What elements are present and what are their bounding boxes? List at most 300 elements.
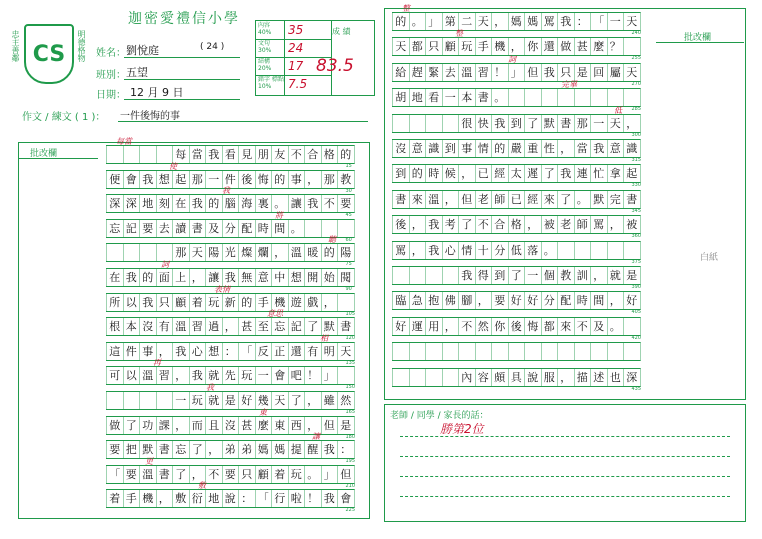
- grid-row-number: 165: [345, 409, 356, 415]
- grid-row-number: 240: [631, 30, 642, 36]
- grid-cell: 了: [189, 441, 206, 458]
- grid-cell: 書: [156, 466, 173, 483]
- feedback-line: [400, 436, 730, 437]
- grid-cell: 的: [139, 269, 156, 286]
- grid-cell: ！: [304, 367, 321, 384]
- grid-cell: 好: [524, 292, 541, 309]
- grid-cell: 就: [607, 267, 624, 284]
- grid-cell: ，: [205, 441, 222, 458]
- grid-cell: 東: [271, 417, 288, 434]
- grid-row: [392, 342, 641, 361]
- grid-cell: 來: [409, 191, 426, 208]
- grid-cell: [442, 115, 459, 132]
- grid-cell: 間: [590, 292, 607, 309]
- grid-cell: 陽: [205, 244, 222, 261]
- grid-cell: 」: [321, 466, 338, 483]
- grid-cell: 玩: [205, 294, 222, 311]
- grid-cell: 着: [271, 466, 288, 483]
- grid-row: [106, 391, 355, 410]
- grid-cell: 一: [255, 367, 272, 384]
- grid-cell: 而: [189, 417, 206, 434]
- right-writing-grid: [392, 4, 644, 396]
- grid-cell: 有: [156, 318, 173, 335]
- date-value: 12 月 9 日: [130, 86, 184, 99]
- grid-cell: 分: [541, 292, 558, 309]
- grid-cell: 合: [304, 146, 321, 163]
- grid-cell: [607, 242, 624, 259]
- grid-cell: 及: [590, 318, 607, 335]
- grid-cell: ：: [337, 441, 354, 458]
- grid-cell: 內: [458, 369, 475, 386]
- grid-cell: 書: [475, 89, 492, 106]
- grid-cell: 去: [442, 64, 459, 81]
- grid-cell: 那: [321, 171, 338, 188]
- grid-cell: 甚: [238, 417, 255, 434]
- teacher-annotation: 表情: [214, 284, 230, 294]
- grid-cell: 服: [541, 369, 558, 386]
- grid-cell: 是: [222, 392, 239, 409]
- grid-cell: [541, 343, 558, 360]
- grid-cell: 沒: [392, 140, 409, 157]
- grid-cell: 「: [238, 343, 255, 360]
- grid-cell: 一: [442, 89, 459, 106]
- teacher-annotation: 使: [169, 161, 177, 171]
- grid-cell: 當: [574, 140, 591, 157]
- grid-cell: 緊: [425, 64, 442, 81]
- grid-cell: 要: [106, 441, 123, 458]
- grid-cell: 來: [541, 191, 558, 208]
- grid-row: [392, 88, 641, 107]
- grid-cell: [392, 343, 409, 360]
- grid-cell: 說: [524, 369, 541, 386]
- grid-row-number: 120: [345, 335, 356, 342]
- grid-cell: 抱: [425, 292, 442, 309]
- grid-cell: 手: [475, 38, 492, 55]
- grid-cell: [106, 146, 123, 163]
- grid-cell: [557, 343, 574, 360]
- grid-cell: ，: [304, 392, 321, 409]
- grid-cell: [541, 89, 558, 106]
- teacher-annotation: 相: [320, 333, 328, 343]
- grid-cell: 讓: [205, 269, 222, 286]
- grid-cell: 醒: [304, 441, 321, 458]
- grid-cell: 的: [321, 244, 338, 261]
- grid-cell: 要: [123, 466, 140, 483]
- grid-cell: 老: [475, 191, 492, 208]
- grid-cell: 的: [337, 146, 354, 163]
- class-underline: [124, 79, 240, 80]
- grid-cell: [574, 242, 591, 259]
- grid-cell: 不: [288, 146, 305, 163]
- teacher-annotation: 讓: [312, 432, 320, 442]
- grid-cell: 天: [189, 244, 206, 261]
- grid-cell: ，: [508, 38, 525, 55]
- grid-cell: 悔: [255, 171, 272, 188]
- grid-row: [392, 215, 641, 234]
- grid-cell: 溫: [425, 191, 442, 208]
- grid-cell: 默: [541, 115, 558, 132]
- grid-cell: ，: [304, 171, 321, 188]
- grid-cell: 天: [271, 392, 288, 409]
- grid-cell: 然: [337, 392, 354, 409]
- grid-cell: [409, 267, 426, 284]
- grid-cell: 書: [189, 220, 206, 237]
- grid-cell: 正: [271, 343, 288, 360]
- grid-cell: 教: [337, 171, 354, 188]
- grid-cell: 到: [491, 267, 508, 284]
- grid-row: [106, 489, 355, 508]
- feedback-comment: 勝第2位: [440, 422, 484, 436]
- grid-cell: 玩: [288, 466, 305, 483]
- grid-cell: 但: [524, 64, 541, 81]
- grid-cell: 我: [557, 165, 574, 182]
- motto-right: 明德格物: [77, 30, 86, 62]
- grid-cell: 我: [321, 490, 338, 507]
- feedback-line: [400, 496, 730, 497]
- grid-cell: [607, 343, 624, 360]
- grid-cell: 爛: [255, 244, 272, 261]
- grid-cell: 我: [458, 267, 475, 284]
- grid-cell: 我: [425, 216, 442, 233]
- grid-cell: 在: [172, 195, 189, 212]
- grid-cell: [574, 89, 591, 106]
- grid-cell: 胡: [392, 89, 409, 106]
- grid-cell: ！: [304, 490, 321, 507]
- teacher-annotation: 低: [614, 105, 622, 115]
- grid-cell: 了: [172, 466, 189, 483]
- grid-row-number: 255: [631, 55, 642, 62]
- grid-cell: 麼: [590, 38, 607, 55]
- grid-cell: 做: [557, 38, 574, 55]
- grid-cell: 到: [508, 115, 525, 132]
- grid-cell: 容: [475, 369, 492, 386]
- class-value: 五望: [126, 66, 148, 79]
- grid-cell: 了: [458, 216, 475, 233]
- grid-cell: [392, 267, 409, 284]
- grid-cell: 新: [222, 294, 239, 311]
- grid-cell: 低: [508, 242, 525, 259]
- motto-left: 忠主善鄰: [11, 30, 20, 62]
- grid-cell: 溫: [458, 64, 475, 81]
- grid-cell: 遊: [288, 294, 305, 311]
- grid-cell: [442, 267, 459, 284]
- grid-cell: 「: [255, 490, 272, 507]
- grid-cell: 了: [508, 267, 525, 284]
- grid-cell: 好: [238, 392, 255, 409]
- grid-row-number: 315: [631, 157, 642, 163]
- grid-cell: 遲: [524, 165, 541, 182]
- grid-cell: [442, 343, 459, 360]
- grid-cell: 只: [425, 38, 442, 55]
- grid-cell: 甚: [574, 38, 591, 55]
- grid-row-number: 60: [345, 236, 352, 243]
- grid-cell: [590, 343, 607, 360]
- grid-row: [106, 170, 355, 189]
- grid-cell: 不: [205, 466, 222, 483]
- grid-row: [106, 219, 355, 238]
- grid-row: [106, 145, 355, 164]
- grid-cell: 識: [425, 140, 442, 157]
- grid-cell: 合: [491, 216, 508, 233]
- grid-cell: 閱: [337, 269, 354, 286]
- grid-cell: 然: [475, 318, 492, 335]
- grid-cell: 功: [139, 417, 156, 434]
- grid-cell: ，: [475, 292, 492, 309]
- grid-cell: 始: [321, 269, 338, 286]
- grid-cell: 好: [392, 318, 409, 335]
- grid-cell: 你: [524, 38, 541, 55]
- score-row-content: [256, 21, 331, 40]
- side-note: 白紙: [700, 253, 719, 263]
- grid-row: [392, 368, 641, 387]
- grid-cell: 經: [524, 191, 541, 208]
- teacher-annotation: 詞: [508, 54, 516, 64]
- grid-cell: 書: [623, 191, 640, 208]
- grid-cell: 格: [508, 216, 525, 233]
- grid-cell: 但: [458, 191, 475, 208]
- grid-cell: 顧: [172, 294, 189, 311]
- grid-row-number: 135: [345, 359, 356, 366]
- grid-cell: 我: [557, 13, 574, 30]
- grid-cell: ，: [442, 318, 459, 335]
- grid-cell: 重: [524, 140, 541, 157]
- grid-cell: 幾: [255, 392, 272, 409]
- teacher-annotation: 整: [402, 4, 410, 13]
- grid-cell: 忘: [271, 318, 288, 335]
- teacher-annotation: 將: [275, 210, 283, 220]
- grid-cell: 要: [139, 220, 156, 237]
- grid-cell: 事: [458, 140, 475, 157]
- grid-cell: 無: [238, 269, 255, 286]
- grid-row-number: 15: [345, 163, 352, 169]
- grid-cell: 天: [392, 38, 409, 55]
- grid-cell: 着: [106, 490, 123, 507]
- grid-cell: 配: [557, 292, 574, 309]
- grid-cell: ，: [222, 318, 239, 335]
- grid-cell: [623, 38, 640, 55]
- grid-cell: 玩: [238, 367, 255, 384]
- grid-cell: ，: [607, 216, 624, 233]
- date-underline: [124, 99, 240, 100]
- score-divider: [284, 21, 285, 95]
- right-comment-line: [656, 42, 744, 43]
- student-number: ( 24 ): [200, 42, 225, 52]
- grid-cell: 媽: [271, 441, 288, 458]
- grid-cell: [475, 343, 492, 360]
- grid-cell: 罵: [590, 216, 607, 233]
- school-name: 迦密愛禮信小學: [128, 11, 240, 27]
- grid-cell: 經: [491, 165, 508, 182]
- grid-cell: 要: [337, 195, 354, 212]
- grid-cell: 第: [442, 13, 459, 30]
- teacher-annotation: 聽: [328, 235, 336, 245]
- grid-cell: 那: [189, 171, 206, 188]
- grid-cell: 得: [475, 267, 492, 284]
- teacher-annotation: 我: [206, 383, 214, 392]
- grid-cell: ，: [271, 244, 288, 261]
- grid-cell: [123, 244, 140, 261]
- grid-cell: [139, 392, 156, 409]
- grid-cell: 配: [238, 220, 255, 237]
- grid-cell: 那: [574, 115, 591, 132]
- grid-cell: ，: [409, 242, 426, 259]
- grid-cell: 還: [288, 343, 305, 360]
- school-logo: CS: [24, 24, 74, 84]
- teacher-annotation: 東: [259, 407, 267, 417]
- grid-cell: 先: [222, 367, 239, 384]
- teacher-annotation: 完畢: [561, 80, 577, 90]
- grid-cell: ？: [607, 38, 624, 55]
- grid-cell: [392, 115, 409, 132]
- grid-row-number: 285: [631, 106, 642, 113]
- grid-cell: 便: [106, 171, 123, 188]
- grid-cell: [508, 89, 525, 106]
- grid-cell: ，: [172, 417, 189, 434]
- assignment-topic: 一件後悔的事: [120, 111, 180, 122]
- score-label: 結構 20%: [258, 58, 272, 72]
- grid-cell: 所: [106, 294, 123, 311]
- grid-row-number: 105: [345, 310, 356, 317]
- grid-cell: 手: [123, 490, 140, 507]
- grid-row-number: 405: [631, 309, 642, 316]
- grid-cell: 是: [623, 267, 640, 284]
- grid-cell: [590, 242, 607, 259]
- grid-row: [392, 291, 641, 310]
- feedback-line: [400, 456, 730, 457]
- grid-cell: 了: [304, 318, 321, 335]
- score-row-errors: [256, 75, 331, 93]
- grid-cell: 開: [304, 269, 321, 286]
- grid-cell: 過: [205, 318, 222, 335]
- grid-cell: 被: [623, 216, 640, 233]
- grid-cell: [425, 343, 442, 360]
- grid-cell: 麼: [255, 417, 272, 434]
- grid-cell: 默: [139, 441, 156, 458]
- grid-cell: 會: [271, 367, 288, 384]
- grid-cell: 天: [337, 343, 354, 360]
- grid-cell: 要: [222, 466, 239, 483]
- score-label: 文句 30%: [258, 40, 272, 54]
- grid-cell: 件: [222, 171, 239, 188]
- grid-row: [106, 465, 355, 484]
- grid-cell: 弟: [222, 441, 239, 458]
- name-underline: [124, 57, 240, 58]
- grid-row-number: 195: [345, 458, 356, 465]
- grid-cell: [337, 367, 354, 384]
- grid-cell: 候: [442, 165, 459, 182]
- grid-cell: 以: [123, 367, 140, 384]
- grid-cell: 手: [255, 294, 272, 311]
- grid-cell: 習: [189, 318, 206, 335]
- grid-cell: 老: [557, 216, 574, 233]
- grid-cell: 天: [475, 13, 492, 30]
- grid-cell: 光: [222, 244, 239, 261]
- grid-cell: 已: [475, 165, 492, 182]
- grid-cell: 急: [409, 292, 426, 309]
- grid-cell: 也: [607, 369, 624, 386]
- grid-cell: [557, 242, 574, 259]
- grid-cell: 後: [392, 216, 409, 233]
- score-value: 24: [288, 41, 304, 55]
- grid-cell: 意: [607, 140, 624, 157]
- grid-cell: 記: [123, 220, 140, 237]
- grid-cell: 想: [205, 343, 222, 360]
- grid-cell: ，: [623, 115, 640, 132]
- grid-cell: 分: [222, 220, 239, 237]
- grid-row: [106, 293, 355, 312]
- grid-cell: 那: [172, 244, 189, 261]
- grid-cell: ，: [590, 267, 607, 284]
- grid-cell: [409, 369, 426, 386]
- grid-cell: 悔: [524, 318, 541, 335]
- grid-cell: 書: [337, 318, 354, 335]
- grid-cell: 時: [255, 220, 272, 237]
- grid-cell: ，: [156, 343, 173, 360]
- grid-cell: 嚴: [508, 140, 525, 157]
- grid-cell: ，: [189, 466, 206, 483]
- grid-cell: ，: [172, 367, 189, 384]
- grid-cell: 的: [491, 140, 508, 157]
- grid-row-number: 210: [345, 482, 356, 489]
- grid-cell: 具: [508, 369, 525, 386]
- grid-cell: 一: [607, 13, 624, 30]
- score-label: 錯字 標點 10%: [258, 76, 284, 90]
- grid-cell: ：: [222, 343, 239, 360]
- grid-cell: 格: [321, 146, 338, 163]
- student-number-value: 24: [206, 42, 218, 52]
- grid-row-number: 75: [345, 261, 352, 268]
- grid-row: [392, 12, 641, 31]
- grid-cell: 意: [255, 269, 272, 286]
- grid-cell: 屬: [607, 64, 624, 81]
- grid-cell: 但: [321, 417, 338, 434]
- grid-cell: [123, 392, 140, 409]
- grid-cell: 二: [458, 13, 475, 30]
- grid-cell: 件: [123, 343, 140, 360]
- grid-cell: 我: [139, 171, 156, 188]
- grid-cell: 臨: [392, 292, 409, 309]
- grid-cell: [156, 392, 173, 409]
- grid-cell: 訓: [574, 267, 591, 284]
- grid-cell: [623, 343, 640, 360]
- grid-cell: 只: [156, 294, 173, 311]
- grid-row: [106, 342, 355, 361]
- grid-row-number: 225: [345, 507, 356, 514]
- grid-row-number: 30: [345, 187, 352, 194]
- teacher-annotation: 我: [222, 186, 230, 196]
- grid-cell: 面: [156, 269, 173, 286]
- grid-cell: 溫: [139, 367, 156, 384]
- grid-cell: 地: [205, 490, 222, 507]
- grid-cell: 着: [189, 294, 206, 311]
- grid-cell: [557, 89, 574, 106]
- grid-cell: 媽: [524, 13, 541, 30]
- grid-row: [106, 366, 355, 385]
- grid-cell: 把: [123, 441, 140, 458]
- grid-cell: 要: [491, 292, 508, 309]
- grid-cell: [392, 369, 409, 386]
- teacher-annotation: 意思: [267, 309, 283, 319]
- grid-cell: 默: [590, 191, 607, 208]
- grid-cell: 默: [321, 318, 338, 335]
- grid-cell: 起: [172, 171, 189, 188]
- grid-cell: 我: [205, 146, 222, 163]
- grid-cell: [409, 115, 426, 132]
- grid-cell: [425, 369, 442, 386]
- grid-cell: ，: [321, 294, 338, 311]
- grid-row: [106, 317, 355, 336]
- grid-row-number: 45: [345, 212, 352, 219]
